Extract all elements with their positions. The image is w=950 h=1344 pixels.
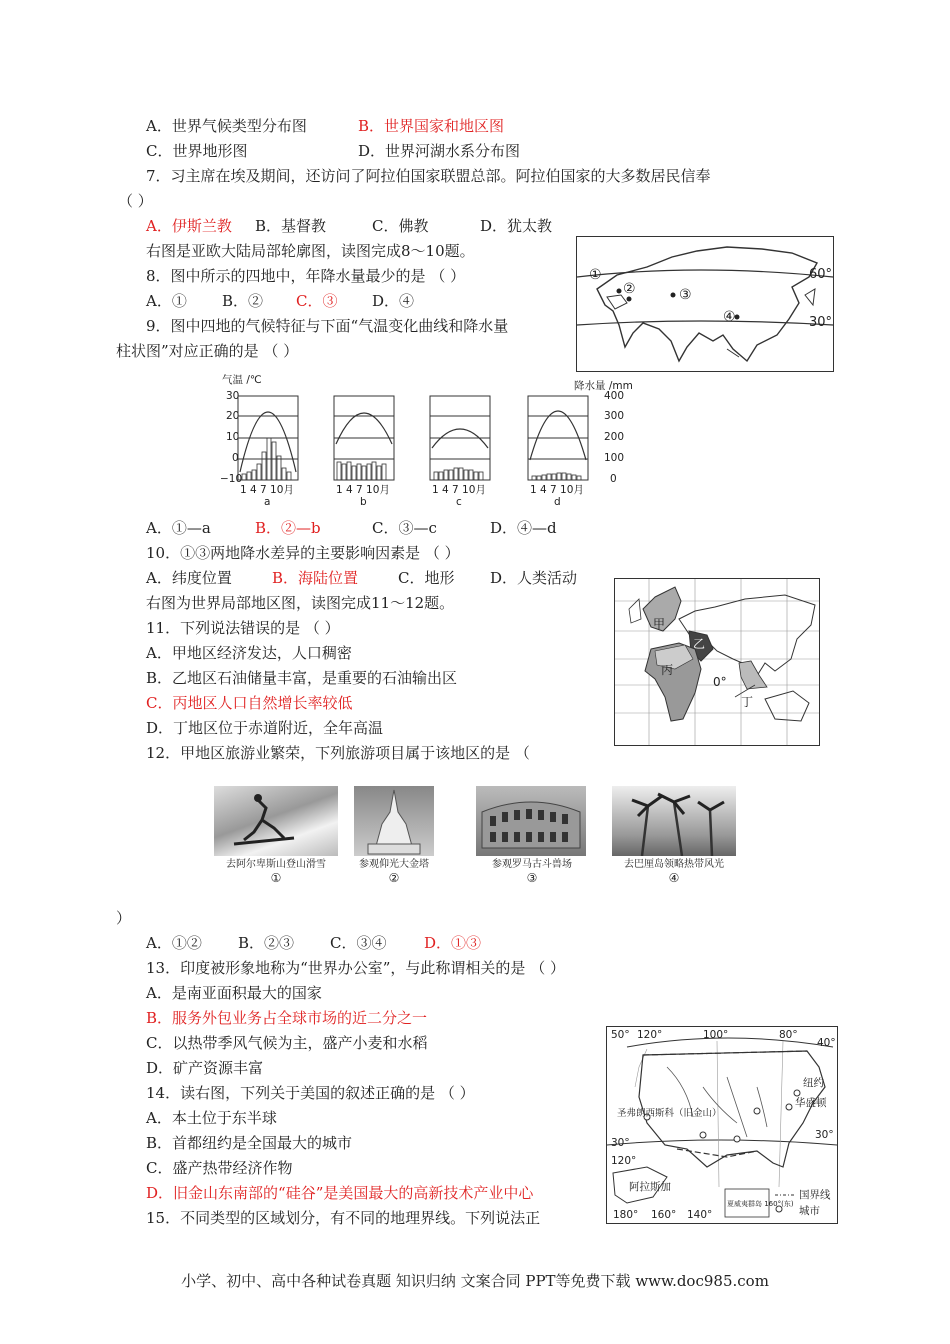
q10-option-d: D．人类活动 (490, 569, 578, 587)
q7-stem: 7．习主席在埃及期间，还访问了阿拉伯国家联盟总部。阿拉伯国家的大多数居民信奉 (146, 167, 711, 185)
q8-option-d: D．④ (372, 292, 415, 310)
q11-option-b: B．乙地区石油储量丰富，是重要的石油输出区 (146, 669, 458, 687)
q9-option-b: B．②—b (255, 519, 321, 537)
q12-option-d: D．①③ (424, 934, 482, 952)
region-bing: 丙 (661, 663, 674, 677)
skier-icon (214, 786, 338, 856)
q12-option-b: B．②③ (238, 934, 295, 952)
intro-11-12: 右图为世界局部地区图，读图完成11～12题。 (146, 594, 455, 612)
tick-120: 120° (637, 1029, 663, 1041)
panel-label-c: c (456, 496, 462, 508)
q8-option-a: A．① (146, 292, 187, 310)
photo-caption-2: 参观仰光大金塔 (359, 859, 429, 870)
q10-option-c: C．地形 (398, 569, 455, 587)
eurasia-outline-map (576, 236, 834, 372)
world-region-map (614, 578, 820, 746)
q13-stem: 13．印度被形象地称为“世界办公室”，与此称谓相关的是 （ ） (146, 959, 565, 977)
q11-option-d: D．丁地区位于赤道附近，全年高温 (146, 719, 384, 737)
q9-option-d: D．④—d (490, 519, 557, 537)
prec-tick: 300 (604, 410, 625, 422)
month-ticks-a: 1 4 7 10月 (240, 484, 294, 496)
q10-option-a: A．纬度位置 (146, 569, 232, 587)
tick-160: 160° (651, 1209, 677, 1221)
photo-num-2: ② (388, 871, 400, 885)
alaska-label: 阿拉斯加 (629, 1181, 671, 1193)
q9-option-a: A．①—a (146, 519, 211, 537)
q7-option-d: D．犹太教 (480, 217, 553, 235)
tick-180: 180° (613, 1209, 639, 1221)
marker-3: ③ (679, 287, 692, 303)
photo-num-4: ④ (668, 871, 680, 885)
q7-paren: （ ） (118, 192, 153, 210)
marker-2: ② (623, 281, 636, 297)
q12-close-paren: ） (116, 909, 132, 927)
climate-charts (218, 372, 638, 510)
lat-60: 60° (809, 267, 833, 282)
tick-50: 50° (611, 1029, 630, 1041)
new-york-label: 纽约 (803, 1077, 824, 1089)
temp-tick: 10 (226, 431, 240, 443)
q13-option-b: B．服务外包业务占全球市场的近二分之一 (146, 1009, 428, 1027)
region-jia: 甲 (653, 617, 666, 631)
prec-axis-label: 降水量 /mm (574, 380, 633, 392)
panel-label-d: d (554, 496, 561, 508)
q14-option-a: A．本土位于东半球 (146, 1109, 277, 1127)
photo-caption-3: 参观罗马古斗兽场 (492, 859, 572, 870)
eurasia-outline-svg (577, 237, 833, 371)
q8-option-c: C．③ (296, 292, 338, 310)
photo-palms (612, 786, 736, 856)
temp-tick: 20 (226, 410, 240, 422)
prec-tick: 400 (604, 390, 625, 402)
q7-option-c: C．佛教 (372, 217, 429, 235)
region-ding: 丁 (741, 695, 754, 709)
q8-stem: 8．图中所示的四地中，年降水量最少的是 （ ） (146, 267, 466, 285)
washington-label: 华盛顿 (795, 1097, 827, 1109)
equator-label: 0° (713, 675, 727, 689)
q12-stem: 12．甲地区旅游业繁荣，下列旅游项目属于该地区的是 （ (146, 744, 530, 762)
q14-stem: 14．读右图，下列关于美国的叙述正确的是 （ ） (146, 1084, 475, 1102)
marker-4: ④ (723, 309, 736, 325)
q13-option-c: C．以热带季风气候为主，盛产小麦和水稻 (146, 1034, 428, 1052)
q11-stem: 11．下列说法错误的是 （ ） (146, 619, 340, 637)
q13-option-d: D．矿产资源丰富 (146, 1059, 264, 1077)
photo-pagoda (354, 786, 434, 856)
q10-option-b: B．海陆位置 (272, 569, 359, 587)
san-francisco-label: 圣弗朗西斯科（旧金山） (617, 1108, 722, 1119)
region-yi: 乙 (693, 637, 706, 651)
lat-40: 40° (817, 1037, 836, 1049)
lat-30-right: 30° (815, 1129, 834, 1141)
panel-label-a: a (264, 496, 271, 508)
temp-axis-label: 气温 /℃ (222, 374, 262, 386)
hawaii-label: 夏威夷群岛 160°(东) (727, 1200, 794, 1208)
usa-map (606, 1026, 838, 1224)
q14-option-c: C．盛产热带经济作物 (146, 1159, 293, 1177)
q11-option-a: A．甲地区经济发达，人口稠密 (146, 644, 352, 662)
photo-num-3: ③ (526, 871, 538, 885)
q11-option-c: C．丙地区人口自然增长率较低 (146, 694, 353, 712)
q15-stem: 15．不同类型的区域划分，有不同的地理界线。下列说法正 (146, 1209, 541, 1227)
world-region-svg (615, 579, 819, 745)
temp-tick: 0 (232, 452, 239, 464)
photo-num-1: ① (270, 871, 282, 885)
palm-tree-icon (612, 786, 736, 856)
tick-100: 100° (703, 1029, 729, 1041)
tick-80: 80° (779, 1029, 798, 1041)
page-footer: 小学、初中、高中各种试卷真题 知识归纳 文案合同 PPT等免费下载 www.doc985.com (181, 1272, 769, 1290)
q14-option-b: B．首都纽约是全国最大的城市 (146, 1134, 353, 1152)
panel-label-b: b (360, 496, 367, 508)
q6-option-a: A．世界气候类型分布图 (146, 117, 307, 135)
pagoda-icon (354, 786, 434, 856)
lat-30-left: 30° (611, 1137, 630, 1149)
q6-option-b: B．世界国家和地区图 (358, 117, 505, 135)
colosseum-icon (476, 786, 586, 856)
lat-30: 30° (809, 315, 833, 330)
q12-option-a: A．①② (146, 934, 202, 952)
photo-caption-4: 去巴厘岛领略热带风光 (624, 859, 724, 870)
q14-option-d: D．旧金山东南部的“硅谷”是美国最大的高新技术产业中心 (146, 1184, 534, 1202)
prec-tick: 200 (604, 431, 625, 443)
intro-8-10: 右图是亚欧大陆局部轮廓图，读图完成8～10题。 (146, 242, 475, 260)
q6-option-c: C．世界地形图 (146, 142, 248, 160)
photo-skiing (214, 786, 338, 856)
q13-option-a: A．是南亚面积最大的国家 (146, 984, 322, 1002)
q9-stem-2: 柱状图”对应正确的是 （ ） (116, 342, 299, 360)
legend-city-label: 城市 (799, 1205, 820, 1217)
q7-option-a: A．伊斯兰教 (146, 217, 232, 235)
tourism-photos (214, 786, 740, 890)
tick-140: 140° (687, 1209, 713, 1221)
temp-tick: 30 (226, 390, 240, 402)
photo-colosseum (476, 786, 586, 856)
q8-option-b: B．② (222, 292, 264, 310)
q6-option-d: D．世界河湖水系分布图 (358, 142, 521, 160)
month-ticks-d: 1 4 7 10月 (530, 484, 584, 496)
q10-stem: 10．①③两地降水差异的主要影响因素是 （ ） (146, 544, 460, 562)
photo-caption-1: 去阿尔卑斯山登山滑雪 (226, 859, 326, 870)
q9-option-c: C．③—c (372, 519, 437, 537)
marker-1: ① (589, 267, 602, 283)
prec-tick: 0 (610, 473, 617, 485)
q7-option-b: B．基督教 (255, 217, 327, 235)
temp-tick: −10 (220, 473, 243, 485)
prec-tick: 100 (604, 452, 625, 464)
tick-120-bottom: 120° (611, 1155, 637, 1167)
month-ticks-c: 1 4 7 10月 (432, 484, 486, 496)
legend-border-label: 国界线 (799, 1189, 831, 1201)
q12-option-c: C．③④ (330, 934, 387, 952)
q9-stem-1: 9．图中四地的气候特征与下面“气温变化曲线和降水量 (146, 317, 509, 335)
month-ticks-b: 1 4 7 10月 (336, 484, 390, 496)
